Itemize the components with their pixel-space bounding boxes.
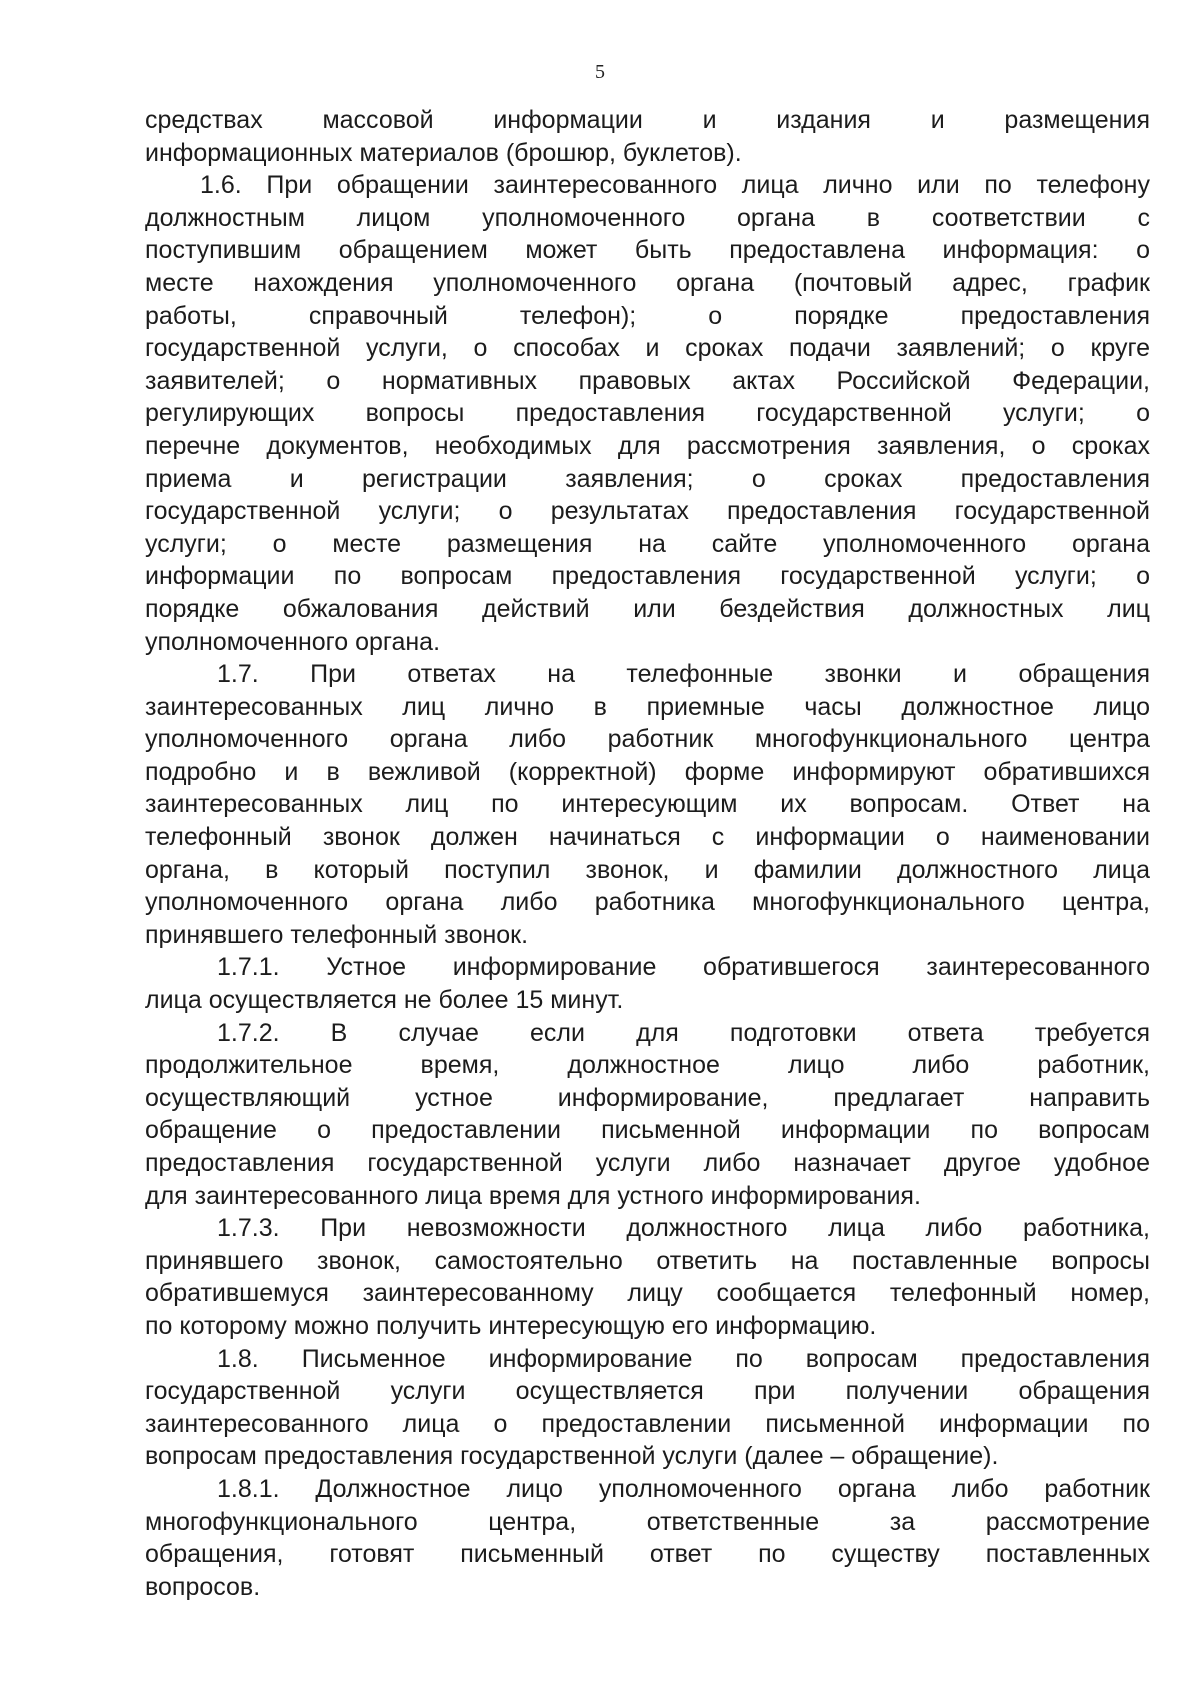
paragraph-1-8-1 — [145, 1473, 1150, 1603]
text-line: работы, справочный телефон); о порядке предоставления — [145, 301, 1150, 330]
text-line: месте нахождения уполномоченного органа (почтовый адрес, график — [145, 268, 1150, 297]
text-line: принявшего звонок, самостоятельно ответить на поставленные вопросы — [145, 1246, 1150, 1275]
text-line: осуществляющий устное информирование, предлагает направить — [145, 1083, 1150, 1112]
text-line: уполномоченного органа либо работника многофункционального центра, — [145, 888, 1150, 917]
paragraph-1-7-2 — [145, 1017, 1150, 1213]
document-body — [145, 104, 1150, 1603]
text-line: 1.7.3. При невозможности должностного лица либо работника, — [217, 1214, 1150, 1243]
paragraph-1-7-1 — [145, 951, 1150, 1016]
text-line: регулирующих вопросы предоставления государственной услуги; о — [145, 399, 1150, 428]
text-line: обращения, готовят письменный ответ по существу поставленных — [145, 1540, 1150, 1569]
text-line: обращение о предоставлении письменной информации по вопросам — [145, 1116, 1150, 1145]
text-line: многофункционального центра, ответственные за рассмотрение — [145, 1507, 1150, 1536]
text-line: поступившим обращением может быть предоставлена информация: о — [145, 236, 1150, 265]
text-line: 1.7.2. В случае если для подготовки ответа требуется — [217, 1018, 1150, 1047]
text-line: перечне документов, необходимых для рассмотрения заявления, о сроках — [145, 431, 1150, 460]
text-line: по которому можно получить интересующую его информацию. — [145, 1311, 877, 1340]
text-line: уполномоченного органа либо работник многофункционального центра — [145, 725, 1150, 754]
text-line: порядке обжалования действий или бездействия должностных лиц — [145, 594, 1150, 623]
text-line: государственной услуги, о способах и сроках подачи заявлений; о круге — [145, 334, 1150, 363]
text-line: должностным лицом уполномоченного органа в соответствии с — [145, 203, 1150, 232]
text-line: органа, в который поступил звонок, и фамилии должностного лица — [145, 855, 1150, 884]
text-line: 1.7.1. Устное информирование обратившегося заинтересованного — [217, 953, 1150, 982]
paragraph-1-8 — [145, 1343, 1150, 1473]
text-line: для заинтересованного лица время для устного информирования. — [145, 1181, 921, 1210]
paragraph-1-7-3 — [145, 1212, 1150, 1342]
paragraph-1-7 — [145, 658, 1150, 951]
text-line: лица осуществляется не более 15 минут. — [145, 986, 624, 1015]
text-line: 1.6. При обращении заинтересованного лица лично или по телефону — [200, 171, 1150, 200]
text-line: принявшего телефонный звонок. — [145, 920, 529, 949]
text-line: 1.8. Письменное информирование по вопросам предоставления — [217, 1344, 1150, 1373]
text-line: 1.7. При ответах на телефонные звонки и обращения — [217, 660, 1150, 689]
paragraph-1-6 — [145, 169, 1150, 658]
text-line: информационных материалов (брошюр, буклетов). — [145, 138, 742, 167]
text-line: вопросов. — [145, 1572, 261, 1601]
text-line: предоставления государственной услуги либо назначает другое удобное — [145, 1149, 1150, 1177]
text-line: средствах массовой информации и издания и размещения — [145, 106, 1150, 134]
text-line: обратившемуся заинтересованному лицу сообщается телефонный номер, — [145, 1279, 1150, 1308]
text-line: информации по вопросам предоставления государственной услуги; о — [145, 562, 1150, 591]
text-line: государственной услуги; о результатах предоставления государственной — [145, 497, 1150, 526]
text-line: продолжительное время, должностное лицо либо работник, — [145, 1051, 1150, 1080]
text-line: приема и регистрации заявления; о сроках предоставления — [145, 464, 1150, 493]
text-line: телефонный звонок должен начинаться с информации о наименовании — [145, 823, 1150, 852]
text-line: уполномоченного органа. — [145, 627, 441, 656]
text-line: вопросам предоставления государственной услуги (далее – обращение). — [145, 1442, 999, 1471]
page-number: 5 — [595, 61, 605, 83]
text-line: услуги; о месте размещения на сайте уполномоченного органа — [145, 529, 1150, 558]
paragraph-cont — [145, 104, 1150, 169]
text-line: подробно и в вежливой (корректной) форме информируют обратившихся — [145, 757, 1150, 786]
text-line: 1.8.1. Должностное лицо уполномоченного органа либо работник — [217, 1474, 1150, 1503]
text-line: заявителей; о нормативных правовых актах Российской Федерации, — [145, 366, 1150, 395]
text-line: государственной услуги осуществляется при получении обращения — [145, 1377, 1150, 1406]
text-line: заинтересованных лиц лично в приемные часы должностное лицо — [145, 692, 1150, 721]
text-line: заинтересованных лиц по интересующим их вопросам. Ответ на — [145, 790, 1150, 819]
text-line: заинтересованного лица о предоставлении письменной информации по — [145, 1409, 1150, 1438]
